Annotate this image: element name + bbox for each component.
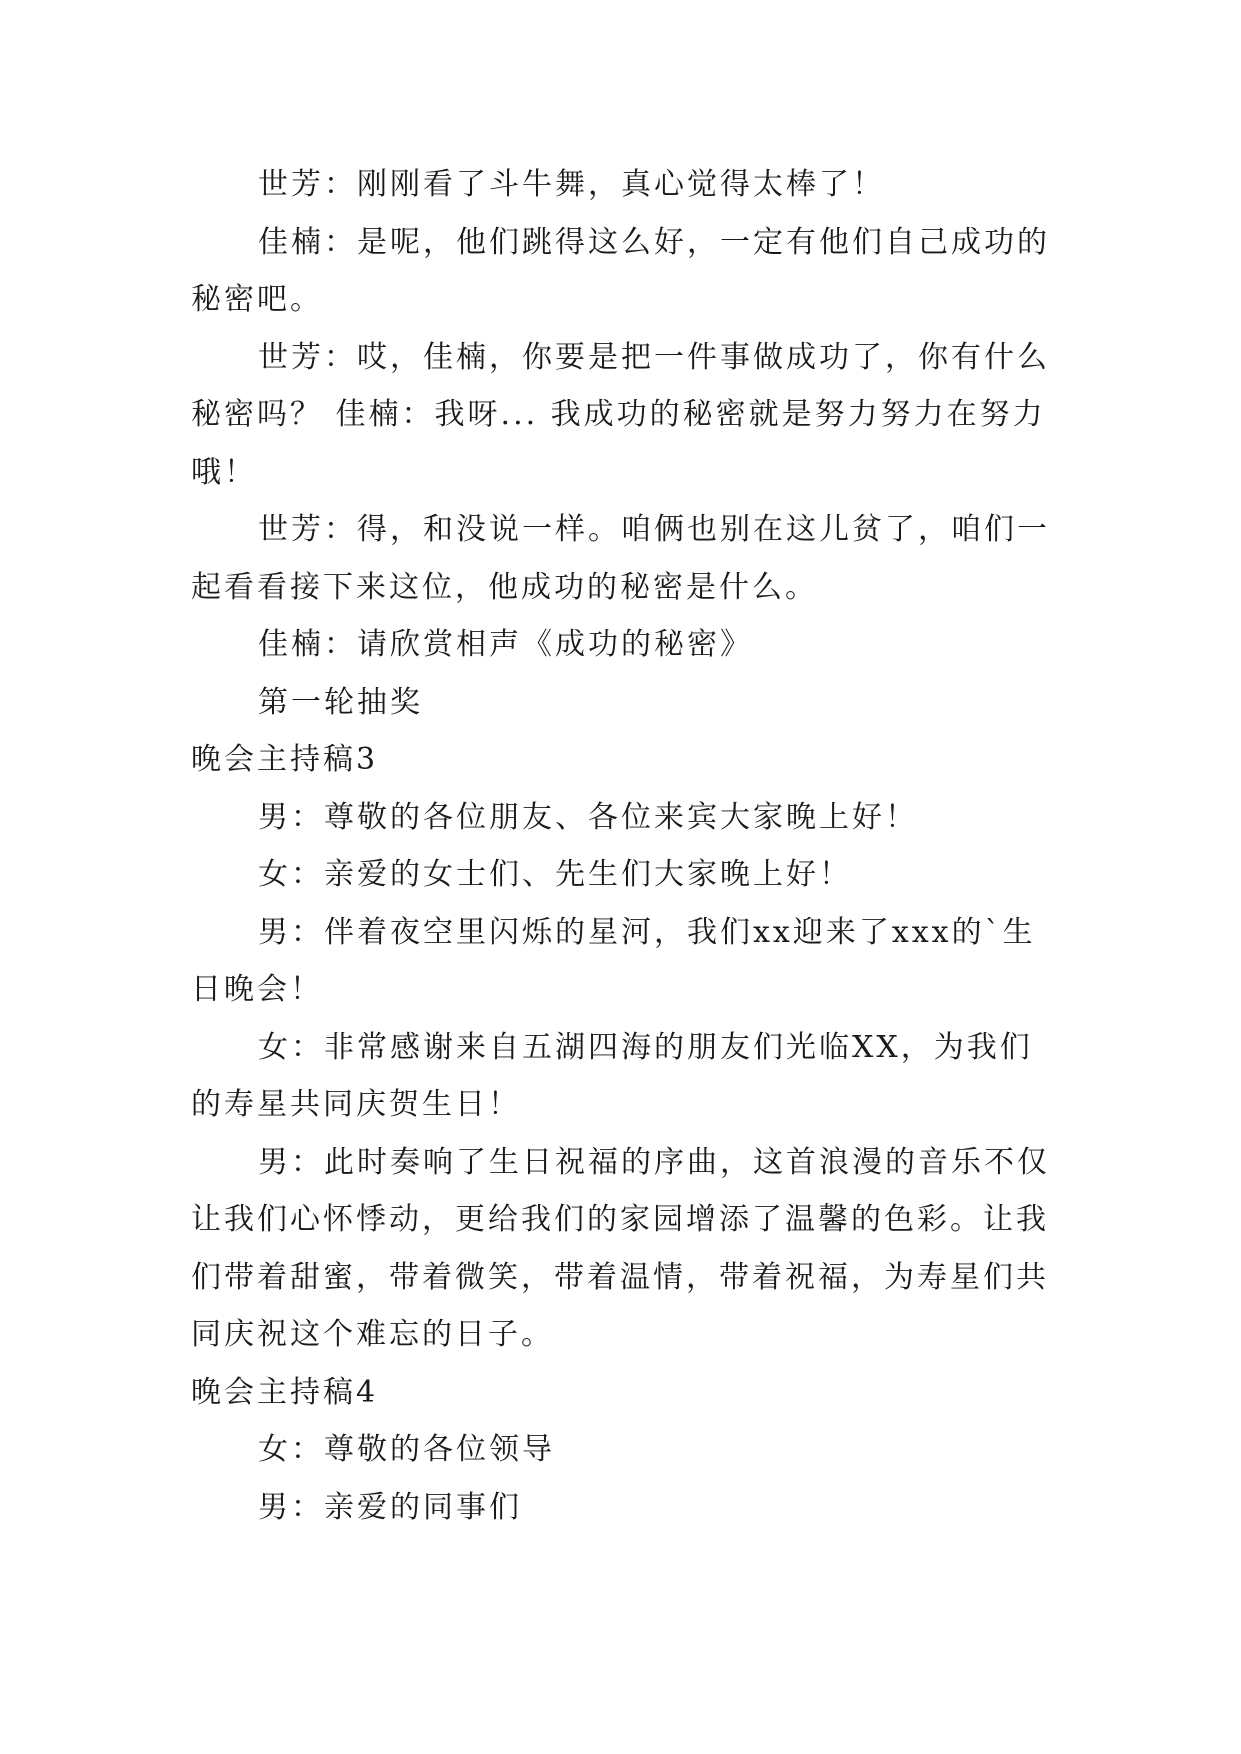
paragraph: 男：伴着夜空里闪烁的星河，我们xx迎来了xxx的`生日晚会！ <box>191 914 1036 1007</box>
paragraph: 女：亲爱的女士们、先生们大家晚上好！ <box>258 857 852 892</box>
paragraph: 男：亲爱的同事们 <box>258 1489 522 1525</box>
paragraph: 女：尊敬的各位领导 <box>258 1432 555 1467</box>
paragraph: 世芳：刚刚看了斗牛舞，真心觉得太棒了！ <box>258 167 885 202</box>
paragraph: 女：非常感谢来自五湖四海的朋友们光临XX，为我们的寿星共同庆贺生日！ <box>191 1029 1033 1122</box>
document-body <box>191 156 1051 1536</box>
section-heading: 晚会主持稿3 <box>191 742 379 777</box>
paragraph: 世芳：哎，佳楠，你要是把一件事做成功了，你有什么秘密吗？ 佳楠：我呀... 我成功的秘密就是努力努力在努力哦！ <box>191 339 1050 490</box>
paragraph: 男：尊敬的各位朋友、各位来宾大家晚上好！ <box>258 799 918 835</box>
paragraph: 佳楠：请欣赏相声《成功的秘密》 <box>258 627 753 662</box>
section-heading: 晚会主持稿4 <box>191 1374 379 1410</box>
paragraph: 世芳：得，和没说一样。咱俩也别在这儿贫了，咱们一起看看接下来这位，他成功的秘密是什么。 <box>191 512 1050 605</box>
paragraph: 第一轮抽奖 <box>258 684 423 720</box>
paragraph: 佳楠：是呢，他们跳得这么好，一定有他们自己成功的秘密吧。 <box>191 224 1050 317</box>
paragraph: 男：此时奏响了生日祝福的序曲，这首浪漫的音乐不仅让我们心怀悸动，更给我们的家园增添了温馨的色彩。让我们带着甜蜜，带着微笑，带着温情，带着祝福，为寿星们共同庆祝这个难忘的日子。 <box>191 1144 1050 1352</box>
